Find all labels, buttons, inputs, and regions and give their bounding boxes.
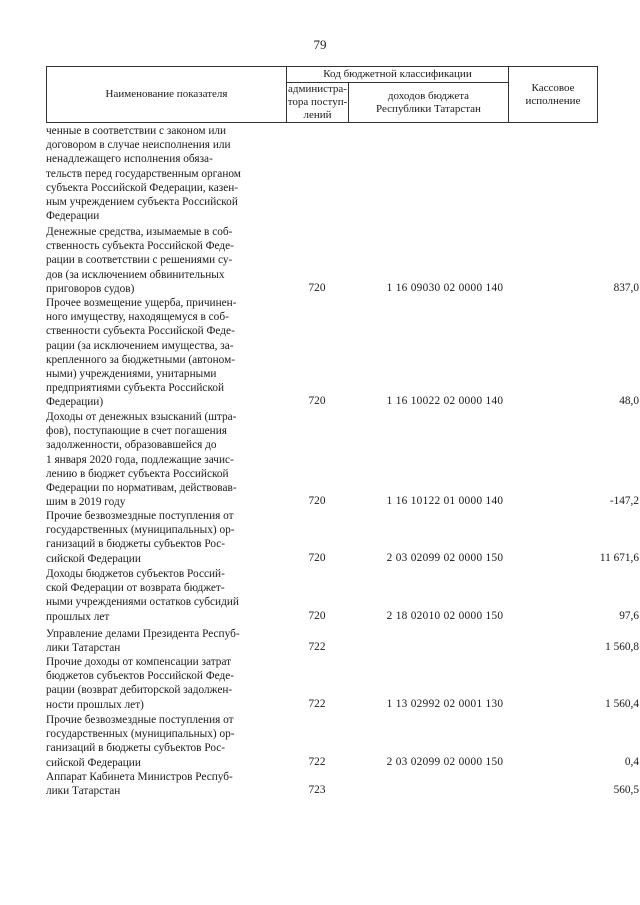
header-admin: администра- тора поступ- лений [287, 83, 348, 121]
row-admin-code: 722 [308, 756, 326, 768]
header-code-group: Код бюджетной классификации [323, 68, 472, 80]
row-name: Прочие доходы от компенсации затрат бюджетов субъектов Российской Феде- рации (возврат дебиторской задолжен- ности прошлых лет) [46, 656, 235, 711]
row-income-code: 1 13 02992 02 0001 130 [386, 698, 504, 710]
row-income-code: 2 18 02010 02 0000 150 [386, 610, 504, 622]
row-admin-code: 722 [308, 641, 326, 653]
row-amount: 48,0 [619, 395, 639, 407]
row-name: Доходы от денежных взысканий (штра- фов), поступающие в счет погашения задолженности, образовавшейся до 1 января 2020 года, подлежащие зачис- лению в бюджет субъекта Российской Федерации по нормативам, действовав- шим в 2019 году [46, 411, 237, 509]
row-amount: 0,4 [624, 756, 639, 768]
row-name: Доходы бюджетов субъектов Россий- ской Федерации от возврата бюджет- ными учреждениями остатков субсидий прошлых лет [46, 568, 239, 623]
row-admin-code: 720 [308, 552, 326, 564]
row-amount: 11 671,6 [599, 552, 639, 564]
row-amount: 1 560,8 [605, 641, 639, 653]
row-admin-code: 720 [308, 395, 326, 407]
row-name: Прочее возмещение ущерба, причинен- ного имуществу, находящемуся в соб- ственности субъекта Российской Феде- рации (за исключением имущества, за- крепленного за бюджетными (автоном- ными) учреждениями, унитарными предприятиями субъекта Российской Федерации) [46, 297, 237, 409]
row-admin-code: 723 [308, 784, 326, 796]
row-admin-code: 722 [308, 698, 326, 710]
row-name: ченные в соответствии с законом или договором в случае неисполнения или ненадлежащего исполнения обяза- тельств перед государственным органом субъекта Российской Федерации, казен- ным учреждением субъекта Российской Федерации [46, 125, 241, 223]
row-name: Прочие безвозмездные поступления от государственных (муниципальных) ор- ганизаций в бюджеты субъектов Рос- сийской Федерации [46, 510, 235, 565]
row-name: Аппарат Кабинета Министров Респуб- лики Татарстан [46, 771, 233, 798]
row-income-code: 2 03 02099 02 0000 150 [386, 756, 504, 768]
header-bottom-border [46, 122, 598, 123]
page-number: 79 [313, 37, 327, 52]
header-name: Наименование показателя [105, 88, 228, 100]
row-amount: 1 560,4 [605, 698, 639, 710]
row-income-code: 1 16 09030 02 0000 140 [386, 282, 504, 294]
row-amount: 97,6 [619, 610, 639, 622]
row-amount: 560,5 [613, 784, 639, 796]
row-name: Управление делами Президента Респуб- лики Татарстан [46, 628, 240, 655]
row-name: Денежные средства, изымаемые в соб- ственность субъекта Российской Феде- рации в соответствии с решениями су- дов (за исключением обвинительных приговоров судов) [46, 226, 234, 295]
row-income-code: 2 03 02099 02 0000 150 [386, 552, 504, 564]
row-admin-code: 720 [308, 495, 326, 507]
row-amount: -147,2 [609, 495, 639, 507]
row-amount: 837,0 [613, 282, 639, 294]
row-admin-code: 720 [308, 610, 326, 622]
row-income-code: 1 16 10122 01 0000 140 [386, 495, 504, 507]
row-admin-code: 720 [308, 282, 326, 294]
header-income: доходов бюджета Республики Татарстан [376, 89, 481, 115]
header-right-border [597, 66, 598, 123]
row-income-code: 1 16 10022 02 0000 140 [386, 395, 504, 407]
row-name: Прочие безвозмездные поступления от государственных (муниципальных) ор- ганизаций в бюджеты субъектов Рос- сийской Федерации [46, 714, 235, 769]
header-amount: Кассовое исполнение [525, 81, 581, 107]
